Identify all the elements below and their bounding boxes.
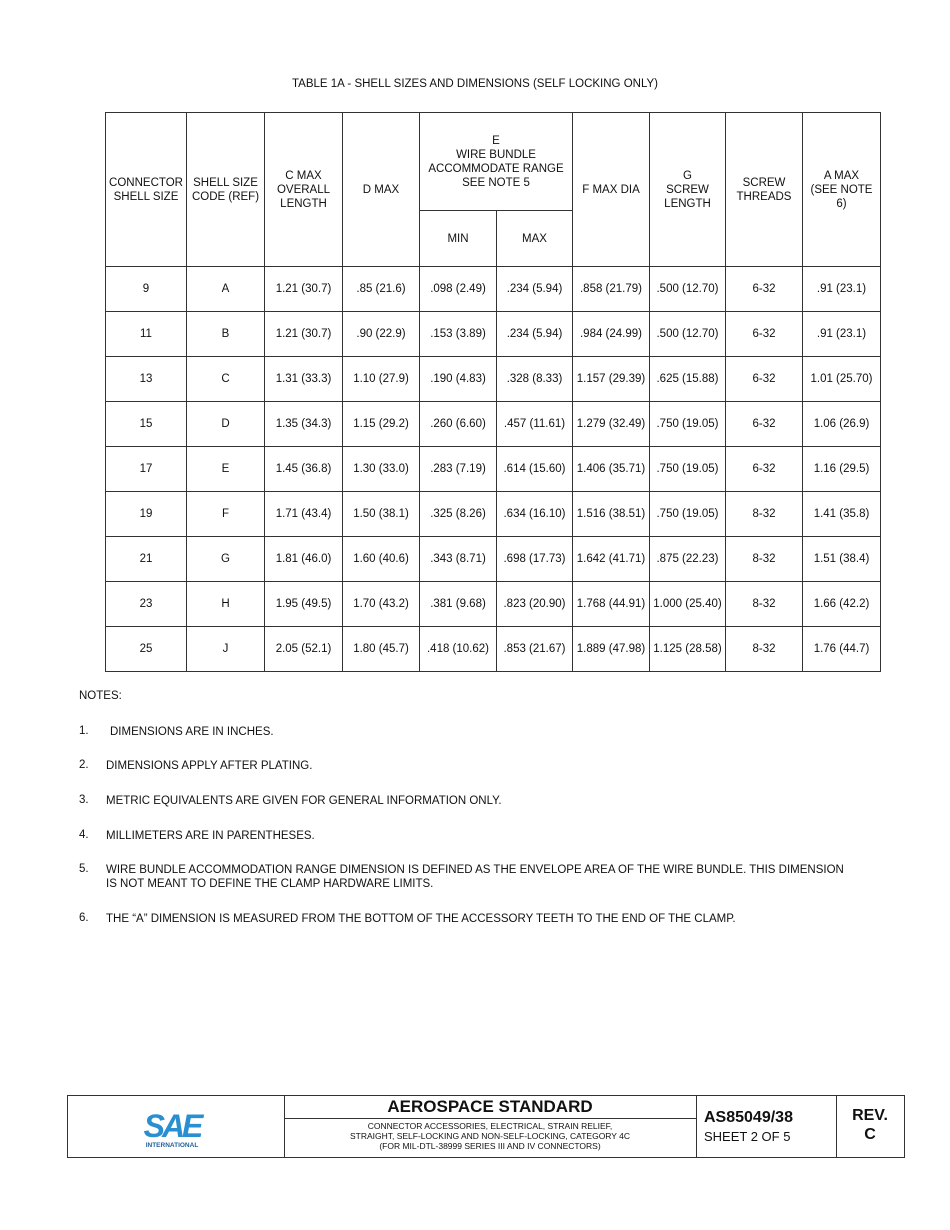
note-text: DIMENSIONS ARE IN INCHES. <box>110 726 274 738</box>
revision-cell <box>836 1096 904 1157</box>
header-a-max: A MAX (SEE NOTE 6) <box>803 113 881 267</box>
note-text: WIRE BUNDLE ACCOMMODATION RANGE DIMENSION IS DEFINED AS THE ENVELOPE AREA OF THE WIRE BUNDLE. THIS DIMENSION IS NOT MEANT TO DEFINE THE CLAMP HARDWARE LIMITS. <box>106 864 844 890</box>
table-cell: 6-32 <box>726 447 803 492</box>
table-row <box>106 582 881 627</box>
table-cell: 1.889 (47.98) <box>573 627 650 672</box>
table-cell: E <box>187 447 265 492</box>
table-cell: .875 (22.23) <box>650 537 726 582</box>
table-cell: 1.279 (32.49) <box>573 402 650 447</box>
table-cell: 2.05 (52.1) <box>265 627 343 672</box>
dimensions-table <box>105 112 881 672</box>
table-cell: .750 (19.05) <box>650 447 726 492</box>
note-number: 3. <box>79 794 89 806</box>
table-cell: 1.70 (43.2) <box>343 582 420 627</box>
table-cell: .500 (12.70) <box>650 312 726 357</box>
table-cell: 6-32 <box>726 402 803 447</box>
table-cell: .984 (24.99) <box>573 312 650 357</box>
table-cell: 1.95 (49.5) <box>265 582 343 627</box>
table-cell: 8-32 <box>726 582 803 627</box>
table-cell: H <box>187 582 265 627</box>
header-e-wire-bundle: E WIRE BUNDLE ACCOMMODATE RANGE SEE NOTE 5 <box>420 113 573 211</box>
table-cell: .418 (10.62) <box>420 627 497 672</box>
table-cell: C <box>187 357 265 402</box>
notes-heading: NOTES: <box>79 690 122 702</box>
table-cell: 19 <box>106 492 187 537</box>
header-d-max: D MAX <box>343 113 420 267</box>
table-cell: 1.768 (44.91) <box>573 582 650 627</box>
table-cell: 1.30 (33.0) <box>343 447 420 492</box>
table-cell: F <box>187 492 265 537</box>
table-body <box>106 267 881 672</box>
note-text: THE “A” DIMENSION IS MEASURED FROM THE BOTTOM OF THE ACCESSORY TEETH TO THE END OF THE CLAMP. <box>106 913 736 925</box>
note-text: MILLIMETERS ARE IN PARENTHESES. <box>106 830 315 842</box>
table-row <box>106 267 881 312</box>
table-cell: 1.000 (25.40) <box>650 582 726 627</box>
table-row <box>106 312 881 357</box>
table-cell: .234 (5.94) <box>497 312 573 357</box>
table-cell: 1.81 (46.0) <box>265 537 343 582</box>
table-cell: 1.10 (27.9) <box>343 357 420 402</box>
table-row <box>106 537 881 582</box>
note-number: 6. <box>79 912 89 924</box>
table-cell: .260 (6.60) <box>420 402 497 447</box>
table-cell: .91 (23.1) <box>803 267 881 312</box>
table-cell: .283 (7.19) <box>420 447 497 492</box>
note-text: DIMENSIONS APPLY AFTER PLATING. <box>106 760 313 772</box>
note-number: 1. <box>79 725 89 737</box>
table-cell: .85 (21.6) <box>343 267 420 312</box>
header-c-max: C MAX OVERALL LENGTH <box>265 113 343 267</box>
header-screw-threads: SCREW THREADS <box>726 113 803 267</box>
table-cell: 9 <box>106 267 187 312</box>
logo-subtext: INTERNATIONAL <box>145 1142 199 1149</box>
table-cell: G <box>187 537 265 582</box>
note-number: 2. <box>79 759 89 771</box>
table-cell: 6-32 <box>726 357 803 402</box>
table-cell: 8-32 <box>726 492 803 537</box>
table-cell: 1.76 (44.7) <box>803 627 881 672</box>
table-cell: 1.71 (43.4) <box>265 492 343 537</box>
table-cell: .500 (12.70) <box>650 267 726 312</box>
table-cell: .614 (15.60) <box>497 447 573 492</box>
header-connector-shell-size: CONNECTOR SHELL SIZE <box>106 113 187 267</box>
table-cell: 1.125 (28.58) <box>650 627 726 672</box>
table-cell: 1.642 (41.71) <box>573 537 650 582</box>
document-cell <box>696 1096 837 1157</box>
table-row <box>106 627 881 672</box>
table-cell: 21 <box>106 537 187 582</box>
table-cell: .457 (11.61) <box>497 402 573 447</box>
standard-cell <box>284 1096 697 1157</box>
table-row <box>106 492 881 537</box>
table-cell: 8-32 <box>726 627 803 672</box>
table-cell: 1.406 (35.71) <box>573 447 650 492</box>
sheet-number: SHEET 2 OF 5 <box>704 1129 791 1144</box>
table-cell: 1.01 (25.70) <box>803 357 881 402</box>
table-cell: 17 <box>106 447 187 492</box>
table-cell: 1.157 (29.39) <box>573 357 650 402</box>
table-cell: 23 <box>106 582 187 627</box>
table-cell: J <box>187 627 265 672</box>
table-cell: .750 (19.05) <box>650 402 726 447</box>
table-cell: .634 (16.10) <box>497 492 573 537</box>
note-text: METRIC EQUIVALENTS ARE GIVEN FOR GENERAL INFORMATION ONLY. <box>106 795 502 807</box>
header-e-min: MIN <box>420 211 497 267</box>
table-cell: .381 (9.68) <box>420 582 497 627</box>
table-cell: 1.66 (42.2) <box>803 582 881 627</box>
table-cell: A <box>187 267 265 312</box>
table-cell: 1.516 (38.51) <box>573 492 650 537</box>
table-cell: 6-32 <box>726 267 803 312</box>
table-cell: 8-32 <box>726 537 803 582</box>
table-row <box>106 357 881 402</box>
table-row <box>106 402 881 447</box>
table-cell: 11 <box>106 312 187 357</box>
table-cell: 1.35 (34.3) <box>265 402 343 447</box>
table-cell: 13 <box>106 357 187 402</box>
note-number: 5. <box>79 863 89 875</box>
table-cell: 1.80 (45.7) <box>343 627 420 672</box>
table-cell: 1.41 (35.8) <box>803 492 881 537</box>
table-cell: .853 (21.67) <box>497 627 573 672</box>
table-cell: .234 (5.94) <box>497 267 573 312</box>
table-cell: .153 (3.89) <box>420 312 497 357</box>
table-cell: 1.31 (33.3) <box>265 357 343 402</box>
table-cell: .858 (21.79) <box>573 267 650 312</box>
table-cell: B <box>187 312 265 357</box>
table-cell: .098 (2.49) <box>420 267 497 312</box>
header-g-screw-length: G SCREW LENGTH <box>650 113 726 267</box>
title-block <box>67 1095 905 1158</box>
logo-wordmark: SAE <box>143 1108 201 1144</box>
table-cell: 1.15 (29.2) <box>343 402 420 447</box>
table-cell: D <box>187 402 265 447</box>
table-cell: .325 (8.26) <box>420 492 497 537</box>
table-cell: 1.60 (40.6) <box>343 537 420 582</box>
table-cell: 1.06 (26.9) <box>803 402 881 447</box>
table-title: TABLE 1A - SHELL SIZES AND DIMENSIONS (SELF LOCKING ONLY) <box>292 78 658 90</box>
table-cell: 1.50 (38.1) <box>343 492 420 537</box>
table-cell: 25 <box>106 627 187 672</box>
table-cell: .91 (23.1) <box>803 312 881 357</box>
table-cell: .190 (4.83) <box>420 357 497 402</box>
logo-cell <box>68 1096 285 1157</box>
table-cell: .750 (19.05) <box>650 492 726 537</box>
table-cell: 1.51 (38.4) <box>803 537 881 582</box>
table-cell: .343 (8.71) <box>420 537 497 582</box>
header-shell-size-code: SHELL SIZE CODE (REF) <box>187 113 265 267</box>
sae-logo <box>138 1106 206 1151</box>
table-cell: .698 (17.73) <box>497 537 573 582</box>
revision: REV. C <box>852 1107 888 1143</box>
table-cell: 1.16 (29.5) <box>803 447 881 492</box>
header-f-max-dia: F MAX DIA <box>573 113 650 267</box>
table-cell: 6-32 <box>726 312 803 357</box>
standard-heading: AEROSPACE STANDARD <box>284 1096 696 1119</box>
header-e-max: MAX <box>497 211 573 267</box>
table-cell: .823 (20.90) <box>497 582 573 627</box>
table-cell: 1.45 (36.8) <box>265 447 343 492</box>
table-cell: .328 (8.33) <box>497 357 573 402</box>
table-cell: 1.21 (30.7) <box>265 312 343 357</box>
note-number: 4. <box>79 829 89 841</box>
table-cell: .90 (22.9) <box>343 312 420 357</box>
table-cell: 1.21 (30.7) <box>265 267 343 312</box>
standard-description: CONNECTOR ACCESSORIES, ELECTRICAL, STRAIN RELIEF, STRAIGHT, SELF-LOCKING AND NON-SELF-LOCKING, CATEGORY 4C (FOR MIL-DTL-38999 SERIES III AND IV CONNECTORS) <box>349 1121 631 1151</box>
document-number: AS85049/38 <box>704 1109 793 1126</box>
table-cell: 15 <box>106 402 187 447</box>
table-row <box>106 447 881 492</box>
table-cell: .625 (15.88) <box>650 357 726 402</box>
